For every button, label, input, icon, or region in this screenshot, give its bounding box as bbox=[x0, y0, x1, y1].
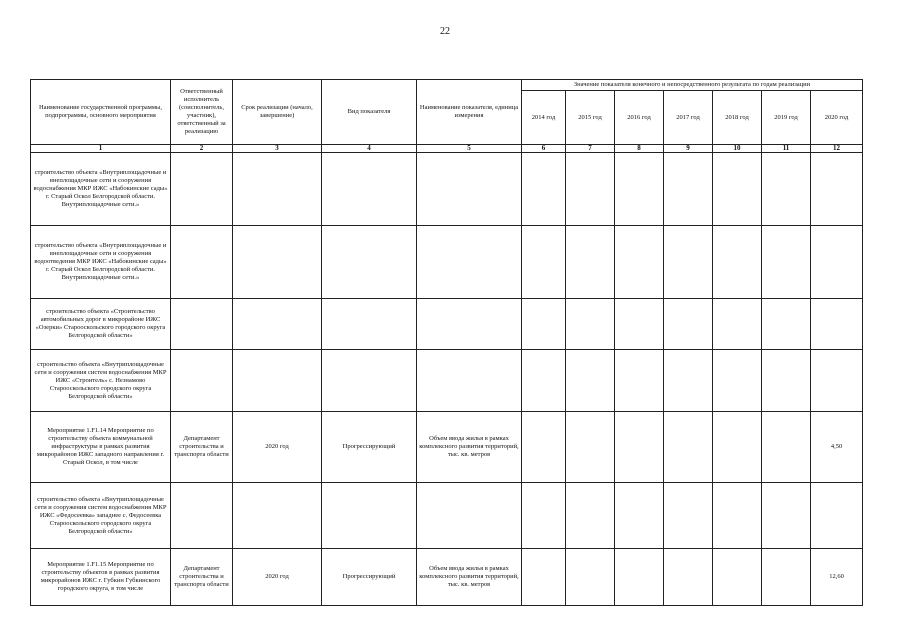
responsible-cell bbox=[171, 226, 233, 299]
column-number: 1 bbox=[31, 145, 171, 153]
period-cell bbox=[233, 299, 322, 350]
header-indicator-type: Вид показателя bbox=[322, 80, 417, 145]
value-cell bbox=[566, 226, 615, 299]
indicator-type-cell bbox=[322, 226, 417, 299]
header-responsible: Ответственный исполнитель (соисполнитель, участник), ответственный за реализацию bbox=[171, 80, 233, 145]
period-cell bbox=[233, 350, 322, 412]
header-year: 2018 год bbox=[713, 91, 762, 145]
indicator-type-cell bbox=[322, 299, 417, 350]
column-number: 11 bbox=[762, 145, 811, 153]
indicator-type-cell bbox=[322, 350, 417, 412]
value-cell bbox=[664, 226, 713, 299]
value-cell bbox=[713, 412, 762, 483]
indicator-name-cell bbox=[417, 153, 522, 226]
value-cell bbox=[566, 153, 615, 226]
value-cell bbox=[762, 483, 811, 549]
value-cell bbox=[664, 483, 713, 549]
table-row bbox=[31, 549, 863, 606]
value-cell bbox=[713, 299, 762, 350]
column-number: 5 bbox=[417, 145, 522, 153]
value-cell bbox=[522, 483, 566, 549]
value-cell bbox=[713, 549, 762, 606]
value-cell bbox=[713, 153, 762, 226]
indicator-name-cell: Объем ввода жилья в рамках комплексного развития территорий, тыс. кв. метров bbox=[417, 412, 522, 483]
indicator-name-cell bbox=[417, 483, 522, 549]
value-cell bbox=[566, 549, 615, 606]
header-year: 2014 год bbox=[522, 91, 566, 145]
value-cell bbox=[566, 350, 615, 412]
value-cell bbox=[664, 153, 713, 226]
value-cell bbox=[615, 412, 664, 483]
column-number: 2 bbox=[171, 145, 233, 153]
value-cell bbox=[522, 226, 566, 299]
value-cell bbox=[615, 299, 664, 350]
header-program-name: Наименование государственной программы, подпрограммы, основного мероприятия bbox=[31, 80, 171, 145]
program-name-cell: Мероприятие 1.F1.14 Мероприятие по строительству объекта коммунальной инфраструктуры в рамках развития микрорайонов ИЖС западного направления г. Старый Оскол, в том числе bbox=[31, 412, 171, 483]
header-year: 2020 год bbox=[811, 91, 863, 145]
value-cell: 12,60 bbox=[811, 549, 863, 606]
value-cell bbox=[615, 153, 664, 226]
value-cell bbox=[713, 483, 762, 549]
table-row bbox=[31, 299, 863, 350]
program-name-cell: строительство объекта «Внутриплощадочные сети и сооружения систем водоснабжения МКР ИЖС «Строитель» с. Незнамово Старооскольского городского округа Белгородской области» bbox=[31, 350, 171, 412]
header-year: 2019 год bbox=[762, 91, 811, 145]
indicator-name-cell bbox=[417, 299, 522, 350]
value-cell bbox=[615, 226, 664, 299]
column-number: 8 bbox=[615, 145, 664, 153]
value-cell bbox=[522, 299, 566, 350]
table-row bbox=[31, 153, 863, 226]
period-cell: 2020 год bbox=[233, 412, 322, 483]
value-cell bbox=[522, 153, 566, 226]
value-cell bbox=[762, 549, 811, 606]
value-cell bbox=[522, 350, 566, 412]
value-cell bbox=[522, 412, 566, 483]
value-cell bbox=[762, 153, 811, 226]
header-values-by-year: Значение показателя конечного и непосредственного результата по годам реализации bbox=[522, 80, 863, 91]
table-row bbox=[31, 350, 863, 412]
value-cell bbox=[811, 153, 863, 226]
indicator-type-cell: Прогрессирующий bbox=[322, 412, 417, 483]
responsible-cell bbox=[171, 350, 233, 412]
header-year: 2016 год bbox=[615, 91, 664, 145]
page-number: 22 bbox=[440, 26, 450, 37]
value-cell bbox=[811, 483, 863, 549]
value-cell bbox=[811, 299, 863, 350]
table-row bbox=[31, 412, 863, 483]
header-period: Срок реализации (начало, завершение) bbox=[233, 80, 322, 145]
value-cell bbox=[762, 299, 811, 350]
value-cell bbox=[811, 226, 863, 299]
column-number: 6 bbox=[522, 145, 566, 153]
indicator-name-cell: Объем ввода жилья в рамках комплексного развития территорий, тыс. кв. метров bbox=[417, 549, 522, 606]
value-cell bbox=[762, 226, 811, 299]
period-cell: 2020 год bbox=[233, 549, 322, 606]
period-cell bbox=[233, 153, 322, 226]
program-name-cell: строительство объекта «Внутриплощадочные и внеплощадочные сети и сооружения водоснабжения МКР ИЖС «Набокинские сады» г. Старый Оскол Белгородской области. Внутриплощадочные сети.» bbox=[31, 153, 171, 226]
responsible-cell bbox=[171, 299, 233, 350]
value-cell bbox=[713, 350, 762, 412]
value-cell bbox=[566, 412, 615, 483]
value-cell bbox=[664, 412, 713, 483]
responsible-cell: Департамент строительства и транспорта области bbox=[171, 549, 233, 606]
program-name-cell: Мероприятие 1.F1.15 Мероприятие по строительству объектов в рамках развития микрорайонов ИЖС г. Губкин Губкинского городского округа, в том числе bbox=[31, 549, 171, 606]
value-cell bbox=[811, 350, 863, 412]
header-year: 2015 год bbox=[566, 91, 615, 145]
program-name-cell: строительство объекта «Внутриплощадочные сети и сооружения систем водоснабжения МКР ИЖС «Федосеевка» западнее с. Федосеевка Старооскольского городского округа Белгородской области» bbox=[31, 483, 171, 549]
column-number: 12 bbox=[811, 145, 863, 153]
value-cell bbox=[615, 549, 664, 606]
indicator-name-cell bbox=[417, 350, 522, 412]
value-cell: 4,50 bbox=[811, 412, 863, 483]
value-cell bbox=[566, 483, 615, 549]
program-name-cell: строительство объекта «Строительство автомобильных дорог в микрорайоне ИЖС «Озерки» Старооскольского городского округа Белгородской области» bbox=[31, 299, 171, 350]
responsible-cell bbox=[171, 483, 233, 549]
value-cell bbox=[762, 412, 811, 483]
value-cell bbox=[566, 299, 615, 350]
program-name-cell: строительство объекта «Внутриплощадочные и внеплощадочные сети и сооружения водоотведения МКР ИЖС «Набокинские сады» г. Старый Оскол Белгородской области. Внутриплощадочные сети.» bbox=[31, 226, 171, 299]
table-row bbox=[31, 483, 863, 549]
column-number: 7 bbox=[566, 145, 615, 153]
responsible-cell: Департамент строительства и транспорта области bbox=[171, 412, 233, 483]
column-number: 9 bbox=[664, 145, 713, 153]
value-cell bbox=[664, 299, 713, 350]
column-number: 10 bbox=[713, 145, 762, 153]
value-cell bbox=[664, 350, 713, 412]
indicator-type-cell bbox=[322, 483, 417, 549]
responsible-cell bbox=[171, 153, 233, 226]
table-row bbox=[31, 226, 863, 299]
value-cell bbox=[762, 350, 811, 412]
column-number: 4 bbox=[322, 145, 417, 153]
indicators-table bbox=[30, 79, 863, 606]
header-indicator-name: Наименование показателя, единица измерения bbox=[417, 80, 522, 145]
header-year: 2017 год bbox=[664, 91, 713, 145]
value-cell bbox=[522, 549, 566, 606]
indicator-type-cell bbox=[322, 153, 417, 226]
column-number: 3 bbox=[233, 145, 322, 153]
period-cell bbox=[233, 483, 322, 549]
indicator-name-cell bbox=[417, 226, 522, 299]
period-cell bbox=[233, 226, 322, 299]
value-cell bbox=[615, 483, 664, 549]
value-cell bbox=[664, 549, 713, 606]
value-cell bbox=[713, 226, 762, 299]
indicator-type-cell: Прогрессирующий bbox=[322, 549, 417, 606]
column-number-row bbox=[31, 145, 863, 153]
value-cell bbox=[615, 350, 664, 412]
